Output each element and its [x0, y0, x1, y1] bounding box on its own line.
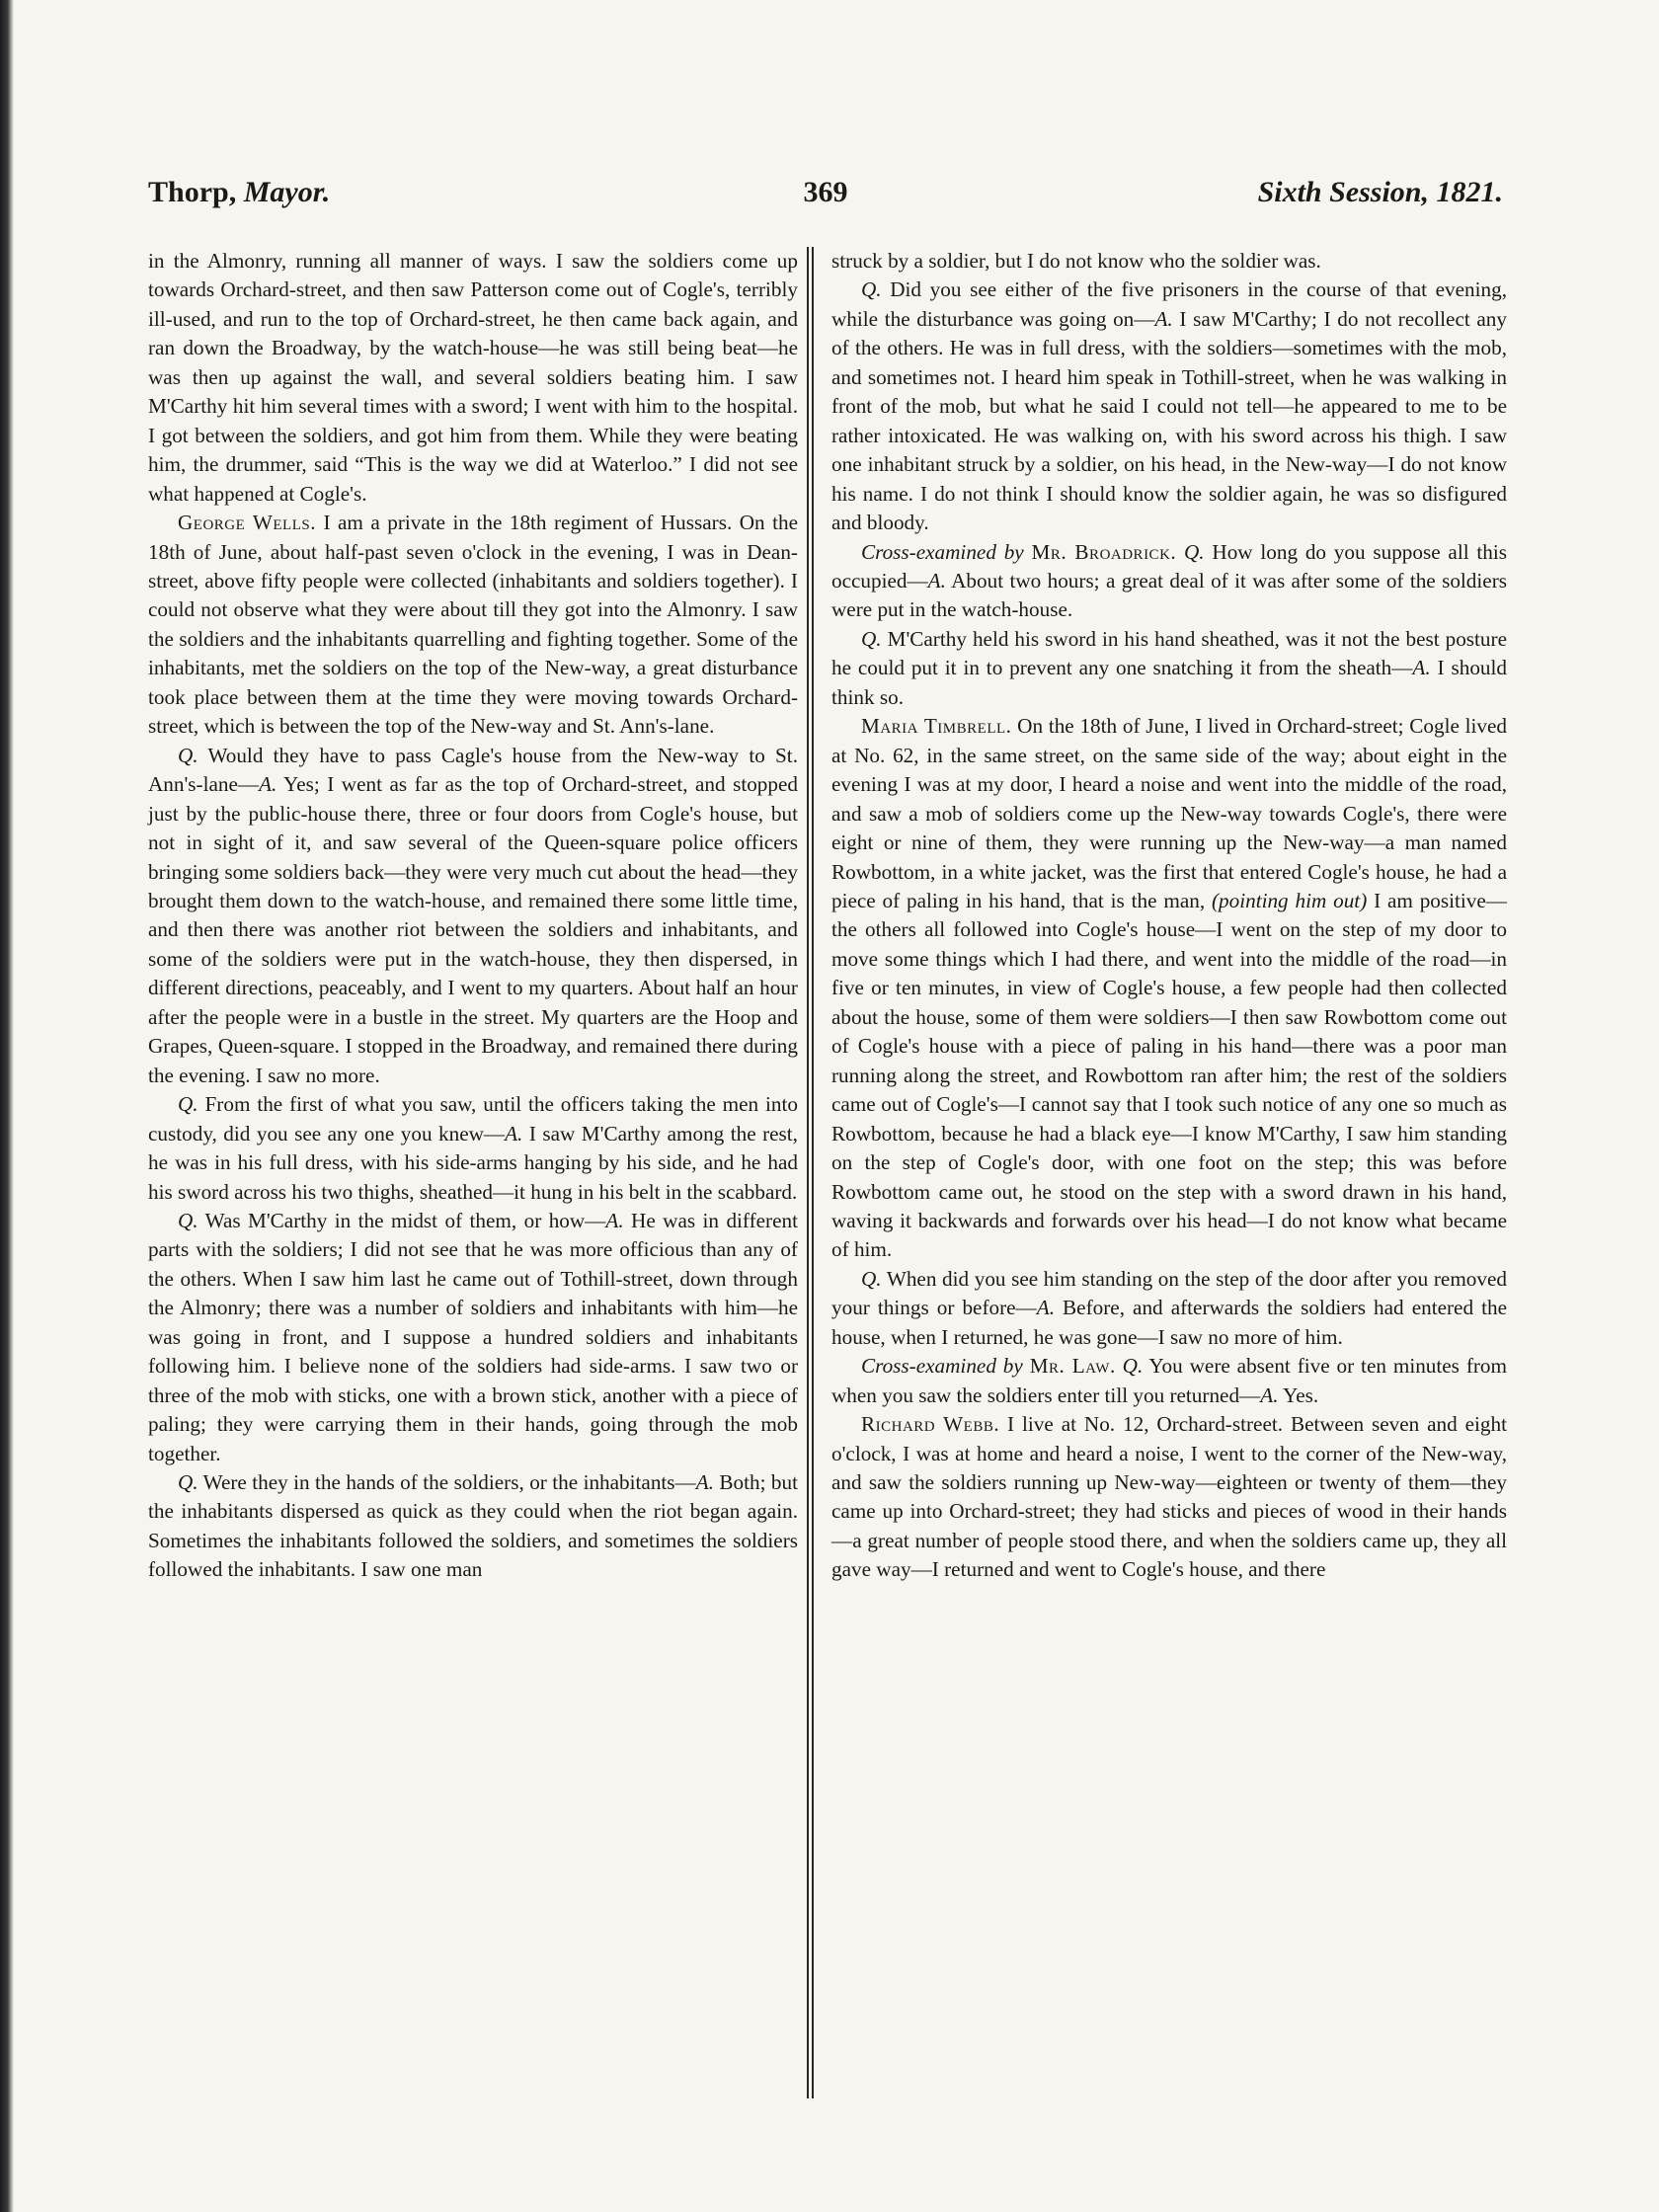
- paragraph: Q. Would they have to pass Cagle's house from the New-way to St. Ann's-lane—A. Yes; I went as far as the top of Orchard-street, and stopped just by the public-house there, three or four doors from Cogle's house, but not in sight of it, and saw several of the Queen-square police officers bringing some soldiers back—they were very much cut about the head—they brought them down to the watch-house, and remained there some little time, and then there was another riot between the soldiers and inhabitants, and some of the soldiers were put in the watch-house, they then dispersed, in different directions, peaceably, and I went to my quarters. About half an hour after the people were in a bustle in the street. My quarters are the Hoop and Grapes, Queen-square. I stopped in the Broadway, and remained there during the evening. I saw no more.: [148, 743, 798, 1087]
- paragraph-cross-examination: Cross-examined by Mr. Broadrick. Q. How long do you suppose all this occupied—A. About two hours; a great deal of it was after some of the soldiers were put in the watch-house.: [831, 539, 1507, 622]
- witness-name: Maria Timbrell.: [861, 714, 1012, 739]
- left-column: [148, 247, 798, 1585]
- paragraph: Q. When did you see him standing on the step of the door after you removed your things or before—A. Before, and afterwards the soldiers had entered the house, when I returned, he was gone—I saw no more of him.: [831, 1266, 1507, 1349]
- paragraph-maria-timbrell: Maria Timbrell. On the 18th of June, I lived in Orchard-street; Cogle lived at No. 62, in the same street, on the same side of the way; about eight in the evening I was at my door, I heard a noise and went into the middle of the road, and saw a mob of soldiers come up the New-way towards Cogle's, there were eight or nine of them, they were running up the New-way—a man named Rowbottom, in a white jacket, was the first that entered Cogle's house, he had a piece of paling in his hand, that is the man, (pointing him out) I am positive—the others all followed into Cogle's house—I went on the step of my door to move some things which I had there, and went into the middle of the road—in five or ten minutes, in view of Cogle's house, a few people had then collected about the house, some of them were soldiers—I then saw Rowbottom come out of Cogle's house with a piece of paling in his hand—there was a poor man running along the street, and Rowbottom ran after him; the rest of the soldiers came out of Cogle's—I cannot say that I took such notice of any one so much as Rowbottom, because he had a black eye—I know M'Carthy, I saw him standing on the step of Cogle's door, with one foot on the step; this was before Rowbottom came out, he stood on the step with a sword drawn in his hand, waving it backwards and forwards over his head—I do not know what became of him.: [831, 714, 1507, 1262]
- counsel-name: Mr. Broadrick.: [1031, 539, 1177, 564]
- running-head-session: Sixth Session, 1821.: [1257, 176, 1503, 208]
- text-columns: [148, 247, 1516, 2123]
- paragraph: Q. Were they in the hands of the soldiers, or the inhabitants—A. Both; but the inhabitants dispersed as quick as they could when the riot began again. Sometimes the inhabitants followed the soldiers, and sometimes the soldiers followed the inhabitants. I saw one man: [148, 1470, 798, 1582]
- paragraph: Q. Did you see either of the five prisoners in the course of that evening, while the disturbance was going on—A. I saw M'Carthy; I do not recollect any of the others. He was in full dress, with the soldiers—sometimes with the mob, and sometimes not. I heard him speak in Tothill-street, when he was walking in front of the mob, but what he said I could not tell—he appeared to me to be rather intoxicated. He was walking on, with his sword across his thigh. I saw one inhabitant struck by a soldier, on his head, in the New-way—I do not know his name. I do not think I should know the soldier again, he was so disfigured and bloody.: [831, 277, 1507, 535]
- page-binding-edge: [0, 0, 14, 2212]
- paragraph: in the Almonry, running all manner of ways. I saw the soldiers come up towards Orchard-street, and then saw Patterson come out of Cogle's, terribly ill-used, and run to the top of Orchard-street, he then came back again, and ran down the Broadway, by the watch-house—he was still being beat—he was then up against the wall, and several soldiers beating him. I saw M'Carthy hit him several times with a sword; I went with him to the hospital. I got between the soldiers, and got him from them. While they were beating him, the drummer, said “This is the way we did at Waterloo.” I did not see what happened at Cogle's.: [148, 249, 798, 506]
- counsel-name: Mr. Law.: [1029, 1354, 1116, 1379]
- paragraph: Q. From the first of what you saw, until the officers taking the men into custody, did you see any one you knew—A. I saw M'Carthy among the rest, he was in his full dress, with his side-arms hanging by his side, and he had his sword across his two thighs, sheathed—it hung in his belt in the scabbard.: [148, 1092, 798, 1204]
- page-header: [148, 176, 1503, 221]
- witness-name: George Wells.: [178, 511, 317, 535]
- paragraph: Q. Was M'Carthy in the midst of them, or how—A. He was in different parts with the soldiers; I did not see that he was more officious than any of the others. When I saw him last he came out of Tothill-street, down through the Almonry; there was a number of soldiers and inhabitants with him—he was going in front, and I suppose a hundred soldiers and inhabitants following him. I believe none of the soldiers had side-arms. I saw two or three of the mob with sticks, one with a brown stick, another with a piece of paling; they were carrying them in their hands, going through the mob together.: [148, 1208, 798, 1465]
- page-number: 369: [803, 176, 848, 208]
- paragraph: Q. M'Carthy held his sword in his hand sheathed, was it not the best posture he could put it in to prevent any one snatching it from the sheath—A. I should think so.: [831, 626, 1507, 709]
- paragraph-richard-webb: Richard Webb. I live at No. 12, Orchard-street. Between seven and eight o'clock, I was at home and heard a noise, I went to the corner of the New-way, and saw the soldiers running up New-way—eighteen or twenty of them—they came up into Orchard-street; they had sticks and pieces of wood in their hands—a great number of people stood there, and when the soldiers came up, they all gave way—I returned and went to Cogle's house, and there: [831, 1412, 1508, 1582]
- paragraph-george-wells: George Wells. I am a private in the 18th regiment of Hussars. On the 18th of June, about half-past seven o'clock in the evening, I was in Dean-street, above fifty people were collected (inhabitants and soldiers together). I could not observe what they were about till they got into the Almonry. I saw the soldiers and the inhabitants quarrelling and fighting together. Some of the inhabitants, met the soldiers on the top of the New-way, a great disturbance took place between them at the time they were moving towards Orchard-street, which is between the top of the New-way and St. Ann's-lane.: [148, 511, 798, 739]
- paragraph-cross-examination: Cross-examined by Mr. Law. Q. You were absent five or ten minutes from when you saw the soldiers enter till you returned—A. Yes.: [831, 1354, 1508, 1407]
- paragraph: struck by a soldier, but I do not know who the soldier was.: [831, 249, 1321, 273]
- running-head-name: Thorp,: [148, 176, 237, 208]
- witness-name: Richard Webb.: [861, 1412, 1000, 1437]
- running-head-title: Mayor.: [243, 176, 331, 208]
- right-column: [831, 247, 1507, 1585]
